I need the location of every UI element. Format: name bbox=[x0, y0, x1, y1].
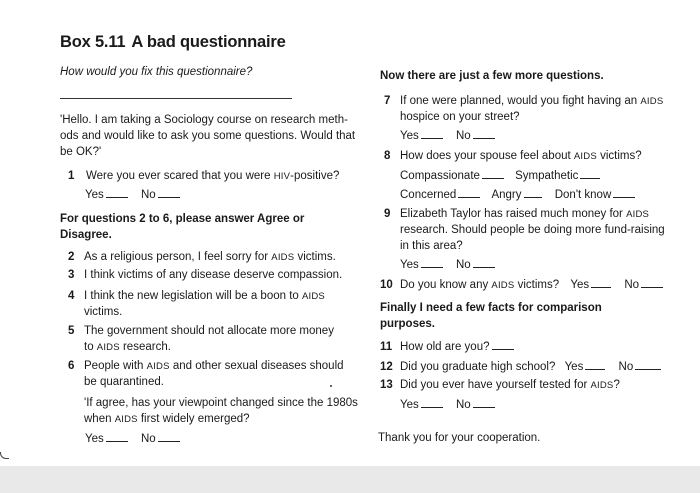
question-8-options-row-2 bbox=[400, 187, 635, 203]
box-title bbox=[60, 33, 286, 52]
question-text: How old are you? bbox=[400, 341, 490, 353]
question-text: Were you ever scared that you were bbox=[86, 170, 274, 182]
option-blank[interactable] bbox=[613, 187, 635, 198]
question-5 bbox=[68, 323, 334, 339]
question-9 bbox=[384, 206, 649, 223]
page-corner-mark bbox=[0, 452, 9, 459]
no-label: No bbox=[618, 361, 634, 373]
question-5-line-2 bbox=[84, 339, 171, 356]
question-text-end: victims. bbox=[294, 251, 336, 263]
option-blank[interactable] bbox=[580, 168, 600, 179]
question-9-answers bbox=[400, 257, 495, 273]
bottom-strip bbox=[0, 466, 700, 493]
option-label: Concerned bbox=[400, 189, 457, 201]
question-9-line-3: in this area? bbox=[400, 240, 463, 252]
option-label: Don't know bbox=[554, 189, 612, 201]
question-number: 12 bbox=[380, 361, 393, 373]
prompt-text: How would you fix this questionnaire? bbox=[60, 66, 253, 78]
question-text: to bbox=[84, 341, 97, 353]
question-6 bbox=[68, 358, 344, 375]
question-text: As a religious person, I feel sorry for bbox=[84, 251, 272, 263]
question-1 bbox=[68, 168, 339, 185]
no-label: No bbox=[455, 130, 471, 142]
question-text-end: and other sexual diseases should bbox=[169, 360, 344, 372]
question-text-end: victims? bbox=[596, 150, 642, 162]
small-caps-term: AIDS bbox=[573, 151, 597, 162]
question-text: Did you graduate high school? bbox=[400, 361, 556, 373]
question-8-options-row-1 bbox=[400, 168, 600, 184]
option-label: Angry bbox=[491, 189, 522, 201]
agree-instruction-1: For questions 2 to 6, please answer Agree or bbox=[60, 213, 305, 225]
small-caps-term: HIV bbox=[273, 171, 291, 182]
yes-blank[interactable] bbox=[585, 359, 605, 370]
question-text-end: ? bbox=[613, 379, 620, 391]
question-number: 3 bbox=[68, 269, 75, 281]
question-number: 6 bbox=[68, 360, 75, 372]
question-text: Do you know any bbox=[400, 279, 492, 291]
follow-up-line-1: 'If agree, has your viewpoint changed since the 1980s bbox=[84, 397, 358, 409]
yes-blank[interactable] bbox=[421, 397, 443, 408]
question-number: 1 bbox=[68, 170, 75, 182]
option-blank[interactable] bbox=[458, 187, 480, 198]
question-text: Elizabeth Taylor has raised much money for bbox=[400, 208, 627, 220]
question-number: 11 bbox=[380, 341, 393, 353]
follow-up-answers bbox=[85, 431, 180, 447]
question-number: 2 bbox=[68, 251, 75, 263]
no-label: No bbox=[140, 189, 156, 201]
question-13 bbox=[380, 377, 620, 394]
question-11 bbox=[380, 339, 514, 355]
yes-blank[interactable] bbox=[106, 431, 128, 442]
yes-label: Yes bbox=[570, 279, 590, 291]
no-blank[interactable] bbox=[641, 277, 663, 288]
yes-label: Yes bbox=[400, 130, 419, 142]
no-blank[interactable] bbox=[473, 257, 495, 268]
intro-line-1: 'Hello. I am taking a Sociology course on research meth- bbox=[60, 114, 348, 126]
question-2 bbox=[68, 249, 336, 266]
small-caps-term: AIDS bbox=[302, 291, 325, 302]
question-text: How does your spouse feel about bbox=[400, 150, 574, 162]
question-7-answers bbox=[400, 128, 495, 144]
small-caps-term: AIDS bbox=[271, 252, 295, 263]
yes-label: Yes bbox=[400, 399, 419, 411]
question-1-answers bbox=[85, 187, 180, 203]
question-4-line-2: victims. bbox=[84, 306, 123, 318]
question-8 bbox=[384, 148, 642, 165]
facts-header-2: purposes. bbox=[380, 318, 435, 330]
small-caps-term: AIDS bbox=[96, 342, 120, 353]
intro-line-3: be OK?' bbox=[60, 146, 102, 158]
question-7 bbox=[384, 93, 663, 110]
question-text: If one were planned, would you fight having an bbox=[400, 95, 641, 107]
question-text: Did you ever have yourself tested for bbox=[400, 379, 591, 391]
small-caps-term: AIDS bbox=[146, 361, 170, 372]
no-blank[interactable] bbox=[158, 187, 180, 198]
question-10 bbox=[380, 277, 663, 294]
yes-blank[interactable] bbox=[421, 257, 443, 268]
option-label: Compassionate bbox=[400, 170, 480, 182]
facts-header-1: Finally I need a few facts for comparison bbox=[380, 302, 602, 314]
option-label: Sympathetic bbox=[515, 170, 579, 182]
question-text: I think the new legislation will be a boon to bbox=[84, 290, 302, 302]
answer-rule bbox=[60, 98, 292, 99]
box-title-text: A bad questionnaire bbox=[131, 33, 286, 51]
question-text-end: -positive? bbox=[290, 170, 340, 182]
question-12 bbox=[380, 359, 661, 375]
yes-label: Yes bbox=[85, 189, 104, 201]
question-4 bbox=[68, 288, 325, 305]
no-label: No bbox=[455, 399, 471, 411]
question-9-line-2: research. Should people be doing more fund-raising bbox=[400, 224, 665, 236]
question-number: 13 bbox=[380, 379, 393, 391]
question-text: The government should not allocate more money bbox=[84, 325, 334, 337]
small-caps-term: AIDS bbox=[114, 414, 138, 425]
question-text: when bbox=[84, 413, 115, 425]
question-text: People with bbox=[84, 360, 147, 372]
no-label: No bbox=[455, 259, 471, 271]
no-label: No bbox=[140, 433, 156, 445]
yes-blank[interactable] bbox=[106, 187, 128, 198]
question-3 bbox=[68, 267, 342, 283]
question-number: 8 bbox=[384, 150, 391, 162]
stray-dot bbox=[330, 385, 332, 387]
small-caps-term: AIDS bbox=[640, 96, 664, 107]
question-number: 9 bbox=[384, 208, 391, 220]
question-7-line-2: hospice on your street? bbox=[400, 111, 520, 123]
no-blank[interactable] bbox=[635, 359, 661, 370]
agree-instruction-2: Disagree. bbox=[60, 229, 112, 241]
question-text: I think victims of any disease deserve compassion. bbox=[84, 269, 343, 281]
closing-text: Thank you for your cooperation. bbox=[378, 432, 541, 444]
option-blank[interactable] bbox=[482, 168, 504, 179]
box-number: Box 5.11 bbox=[60, 33, 126, 51]
question-number: 7 bbox=[384, 95, 391, 107]
small-caps-term: AIDS bbox=[491, 280, 515, 291]
yes-blank[interactable] bbox=[591, 277, 611, 288]
no-blank[interactable] bbox=[158, 431, 180, 442]
yes-label: Yes bbox=[85, 433, 104, 445]
no-blank[interactable] bbox=[473, 128, 495, 139]
option-blank[interactable] bbox=[524, 187, 542, 198]
question-text-end: research. bbox=[119, 341, 171, 353]
question-text-end: first widely emerged? bbox=[137, 413, 250, 425]
question-number: 4 bbox=[68, 290, 75, 302]
yes-label: Yes bbox=[564, 361, 584, 373]
yes-label: Yes bbox=[400, 259, 419, 271]
intro-line-2: ods and would like to ask you some questions. Would that bbox=[60, 130, 356, 142]
question-text-end: victims? bbox=[514, 279, 560, 291]
yes-blank[interactable] bbox=[421, 128, 443, 139]
question-number: 10 bbox=[380, 279, 393, 291]
question-6-line-2: be quarantined. bbox=[84, 376, 164, 388]
follow-up-line-2 bbox=[84, 411, 250, 428]
small-caps-term: AIDS bbox=[626, 209, 650, 220]
no-blank[interactable] bbox=[473, 397, 495, 408]
right-header: Now there are just a few more questions. bbox=[380, 70, 604, 82]
question-13-answers bbox=[400, 397, 495, 413]
small-caps-term: AIDS bbox=[590, 380, 614, 391]
age-blank[interactable] bbox=[492, 339, 514, 350]
no-label: No bbox=[624, 279, 640, 291]
question-number: 5 bbox=[68, 325, 75, 337]
